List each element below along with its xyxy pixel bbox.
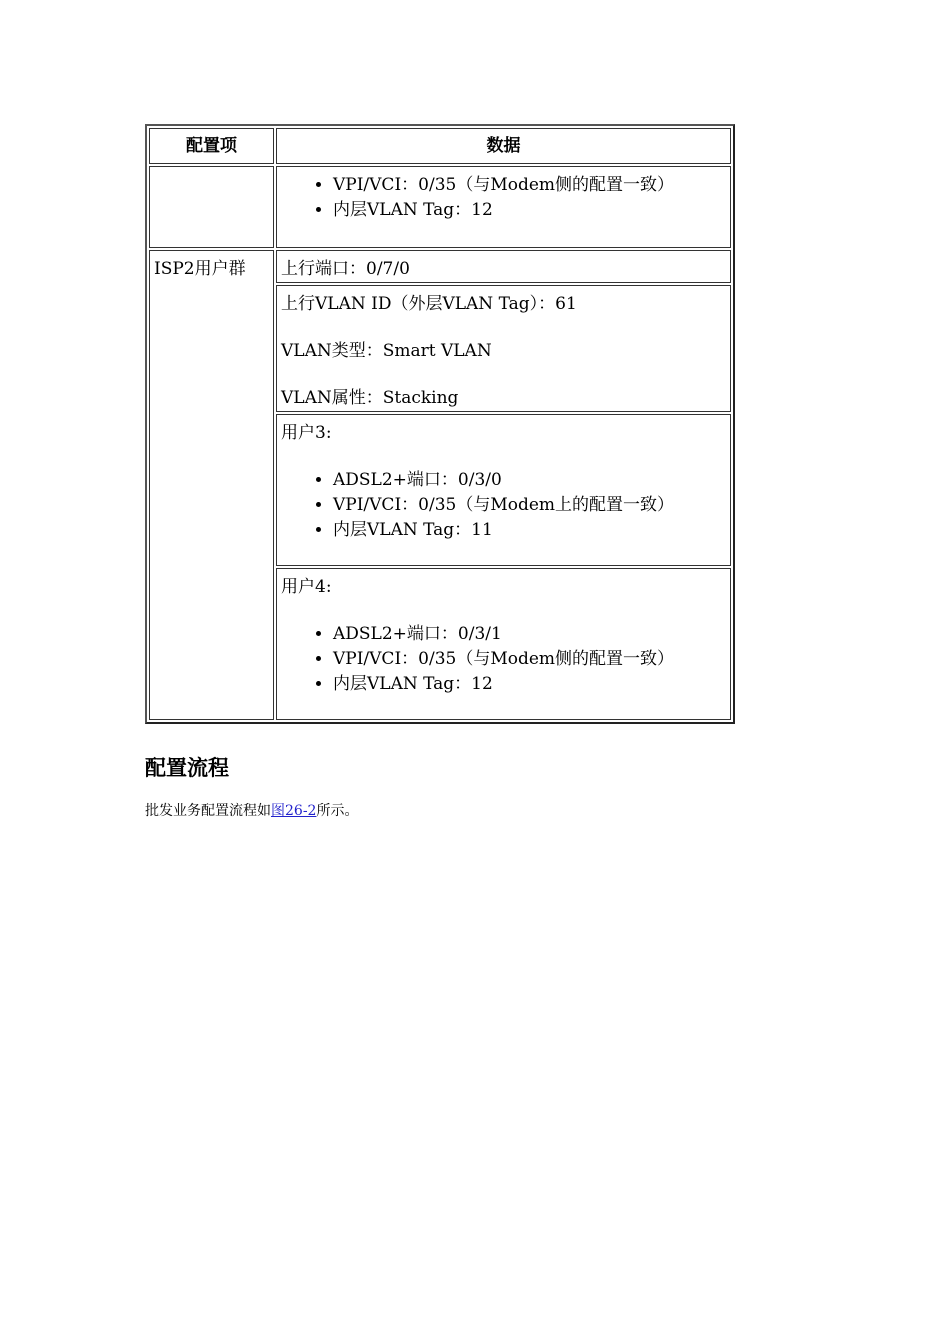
vlan-cell: [276, 285, 731, 412]
uplink-port-text: 上行端口：0/7/0: [281, 259, 410, 279]
list-item: • VPI/VCI：0/35（与Modem侧的配置一致）: [333, 647, 726, 672]
list-item: • 内层VLAN Tag：12: [333, 198, 726, 223]
data-cell: [276, 166, 731, 248]
table-header-row: [149, 128, 731, 164]
table-row: [149, 166, 731, 248]
vlan-id-text: 上行VLAN ID（外层VLAN Tag）：61: [281, 294, 577, 314]
list-item: • 内层VLAN Tag：12: [333, 672, 726, 697]
header-config-item: 配置项: [149, 128, 274, 164]
section-paragraph: [145, 800, 358, 820]
figure-link[interactable]: 图26-2: [271, 803, 317, 819]
config-table: [145, 124, 735, 724]
list-item: • ADSL2+端口：0/3/1: [333, 622, 726, 647]
list-item: • VPI/VCI：0/35（与Modem上的配置一致）: [333, 493, 726, 518]
user4-cell: [276, 568, 731, 720]
user4-title: 用户4:: [281, 577, 332, 597]
vlan-type-text: VLAN类型：Smart VLAN: [281, 341, 492, 361]
list-item: • 内层VLAN Tag：11: [333, 518, 726, 543]
paragraph-text-before: 批发业务配置流程如: [145, 803, 271, 819]
paragraph-text-after: 所示。: [316, 803, 359, 819]
user3-title: 用户3:: [281, 423, 332, 443]
table-row: [149, 250, 731, 283]
header-data: 数据: [276, 128, 731, 164]
section-heading: 配置流程: [145, 756, 229, 780]
vlan-attr-text: VLAN属性：Stacking: [281, 388, 459, 408]
isp2-group-label: ISP2用户群: [149, 250, 274, 720]
uplink-port-cell: [276, 250, 731, 283]
list-item: • VPI/VCI：0/35（与Modem侧的配置一致）: [333, 173, 726, 198]
user3-cell: [276, 414, 731, 566]
list-item: • ADSL2+端口：0/3/0: [333, 468, 726, 493]
config-item-cell-empty: [149, 166, 274, 248]
